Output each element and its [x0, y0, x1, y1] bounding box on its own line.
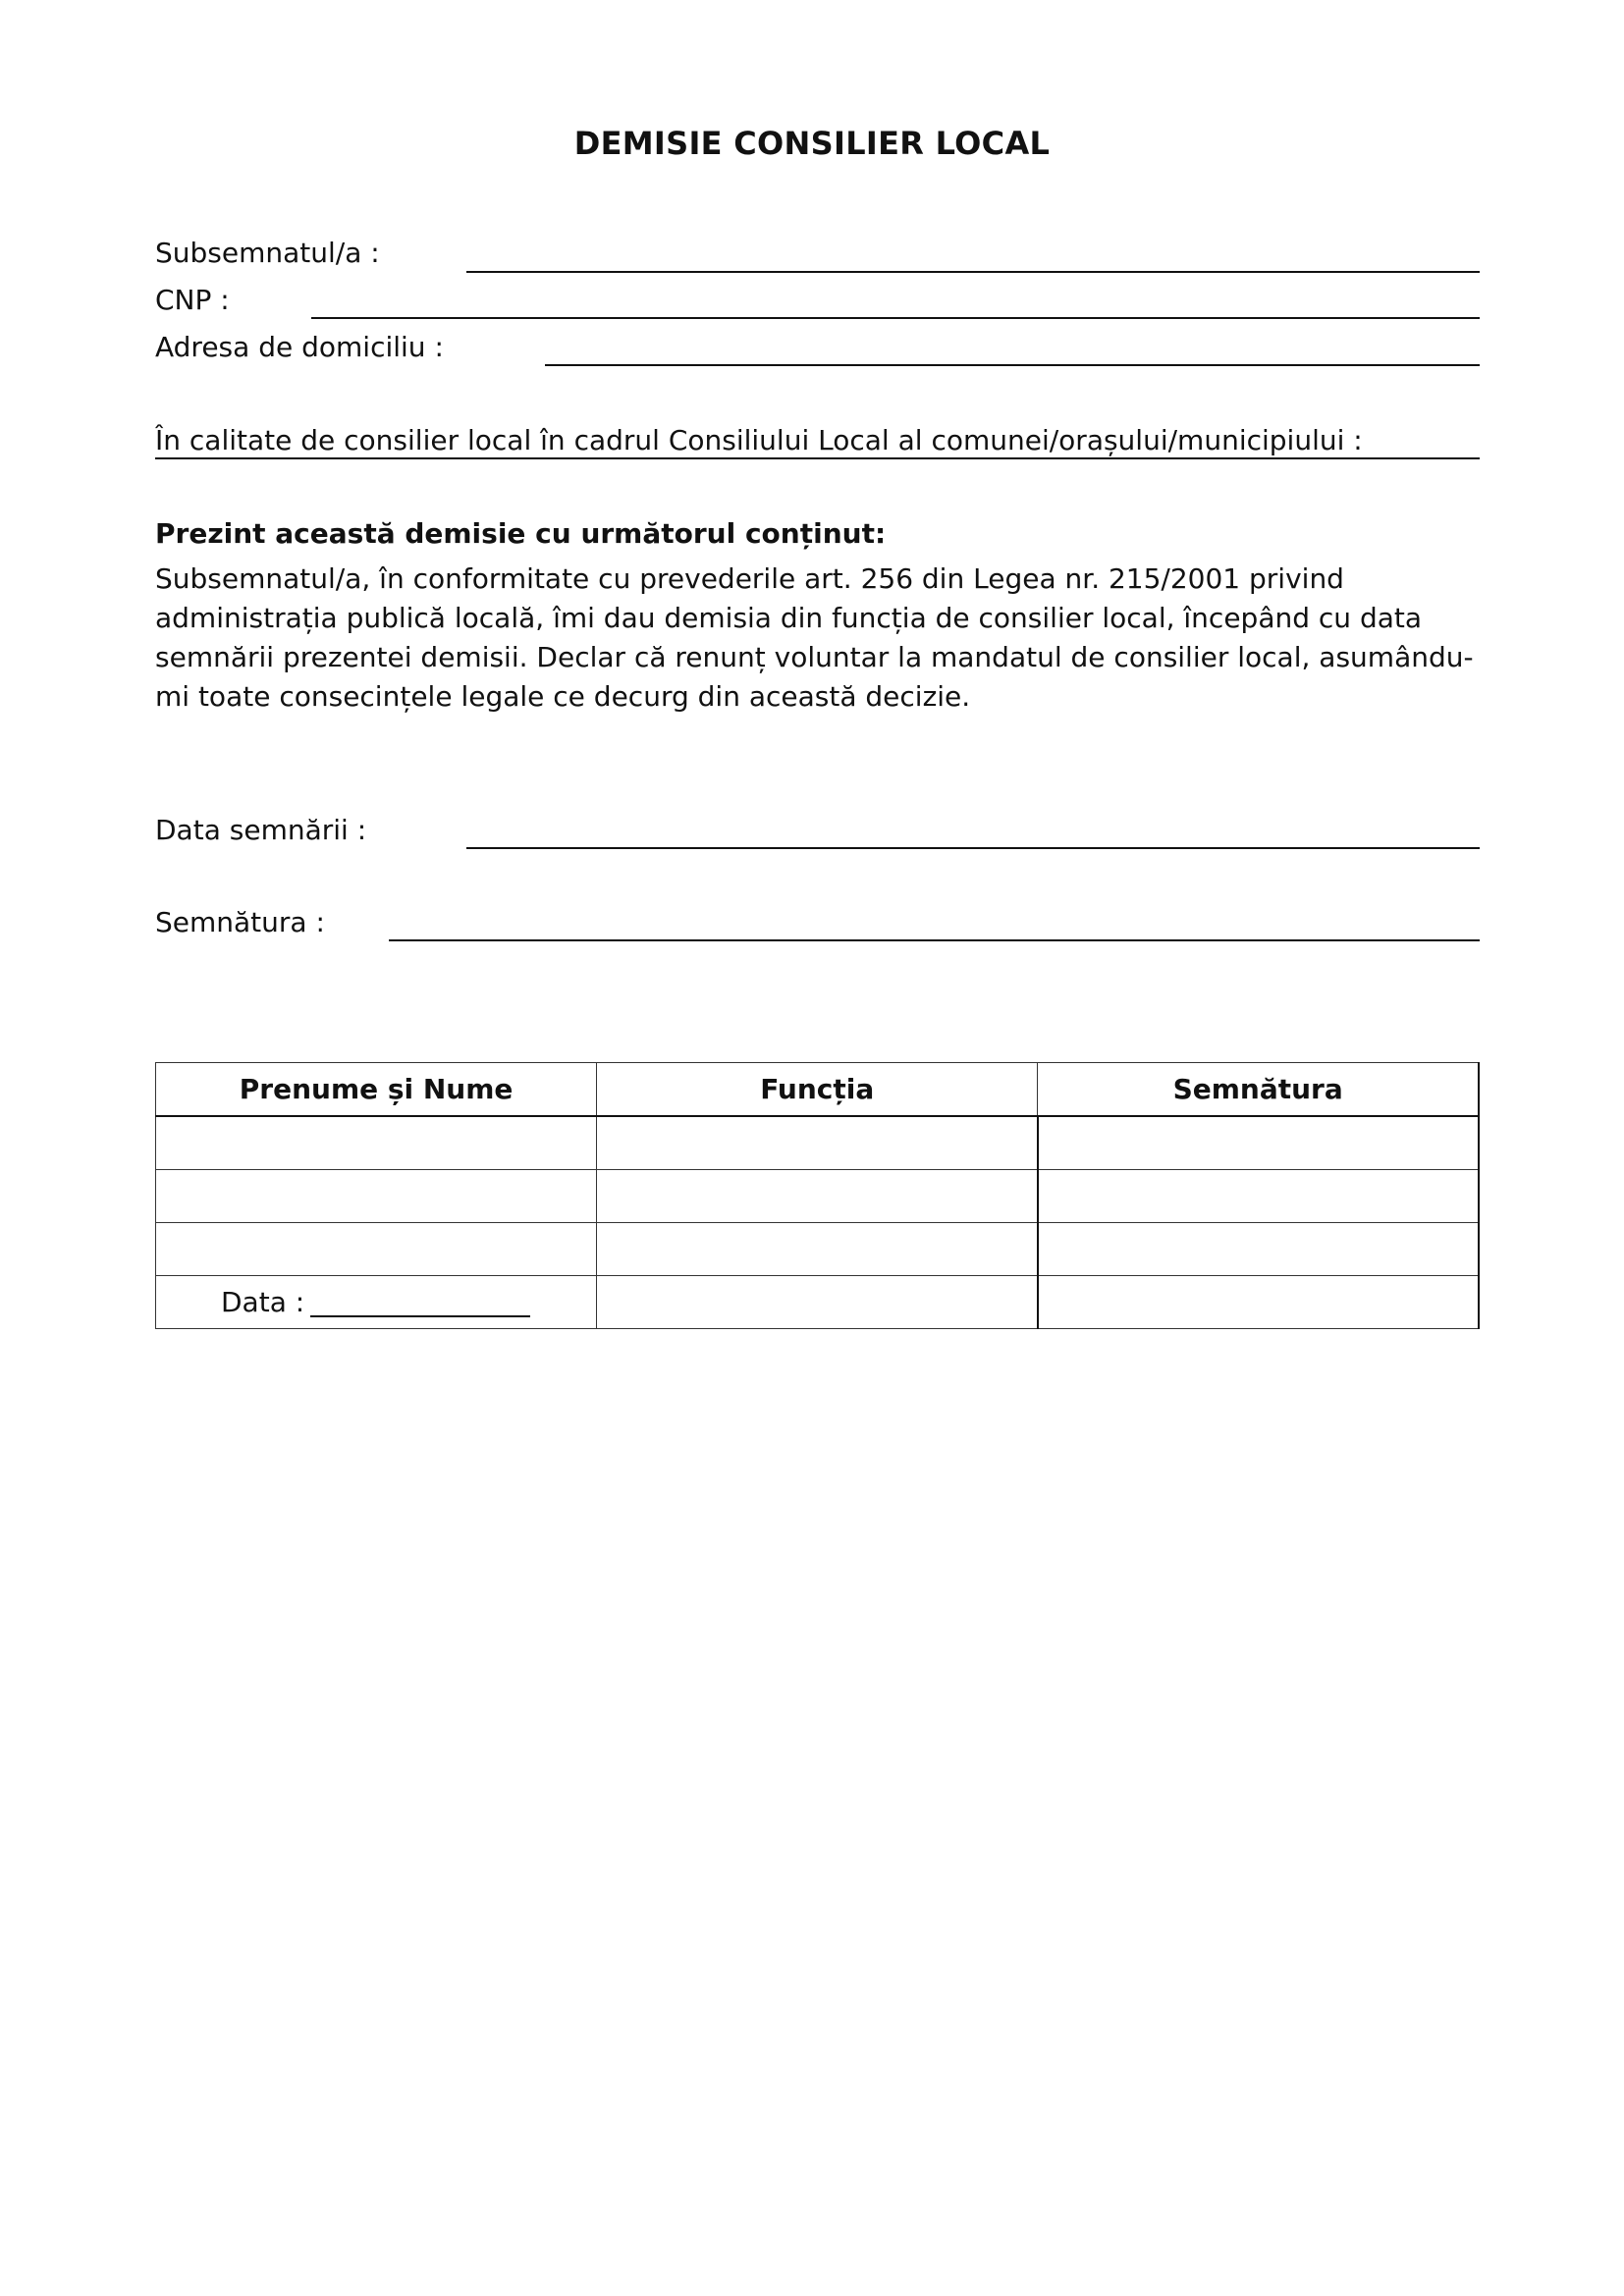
table-row: [156, 1170, 1480, 1223]
table-cell-functia[interactable]: [597, 1276, 1038, 1329]
table-row: [156, 1276, 1480, 1329]
table-row: [156, 1223, 1480, 1276]
cnp-field-line[interactable]: [311, 317, 1480, 319]
subsemnatul-field-line[interactable]: [466, 271, 1480, 273]
table-cell-prenume-nume[interactable]: [156, 1116, 597, 1170]
table-cell-prenume-nume[interactable]: [156, 1170, 597, 1223]
table-date-label: Data :: [221, 1286, 305, 1318]
content-paragraph: Subsemnatul/a, în conformitate cu prevederile art. 256 din Legea nr. 215/2001 privind administrația publică locală, îmi dau demisia din funcția de consilier local, începând cu data semnării prezentei demisii. Declar că renunț voluntar la mandatul de consilier local, asumându-mi toate consecințele legale ce decurg din această decizie.: [155, 562, 1474, 713]
header-functia: Funcția: [597, 1063, 1038, 1117]
table-cell-semnatura[interactable]: [1038, 1116, 1479, 1170]
table-cell-functia[interactable]: [597, 1170, 1038, 1223]
data-semnarii-field-line[interactable]: [466, 847, 1480, 849]
document-title: DEMISIE CONSILIER LOCAL: [573, 125, 1051, 162]
table-cell-date[interactable]: [156, 1276, 597, 1329]
adresa-label: Adresa de domiciliu :: [155, 331, 444, 363]
content-heading: Prezint această demisie cu următorul conținut:: [155, 517, 887, 550]
semnatura-label: Semnătura :: [155, 906, 325, 938]
subsemnatul-label: Subsemnatul/a :: [155, 237, 380, 269]
table-cell-functia[interactable]: [597, 1116, 1038, 1170]
calitate-field-line[interactable]: [155, 457, 1480, 459]
table-cell-semnatura[interactable]: [1038, 1276, 1479, 1329]
adresa-field-line[interactable]: [545, 364, 1480, 366]
calitate-label: În calitate de consilier local în cadrul Consiliului Local al comunei/orașului/municipiului :: [155, 424, 1363, 456]
table-header-row: [156, 1063, 1480, 1117]
cnp-label: CNP :: [155, 284, 230, 316]
table-date-line[interactable]: [310, 1315, 530, 1317]
table-cell-semnatura[interactable]: [1038, 1223, 1479, 1276]
table-cell-semnatura[interactable]: [1038, 1170, 1479, 1223]
semnatura-field-line[interactable]: [389, 939, 1480, 941]
header-semnatura: Semnătura: [1038, 1063, 1479, 1117]
table-cell-functia[interactable]: [597, 1223, 1038, 1276]
data-semnarii-label: Data semnării :: [155, 814, 367, 846]
table-row: [156, 1116, 1480, 1170]
table-cell-prenume-nume[interactable]: [156, 1223, 597, 1276]
signature-table: [155, 1062, 1480, 1329]
header-prenume-nume: Prenume și Nume: [156, 1063, 597, 1117]
